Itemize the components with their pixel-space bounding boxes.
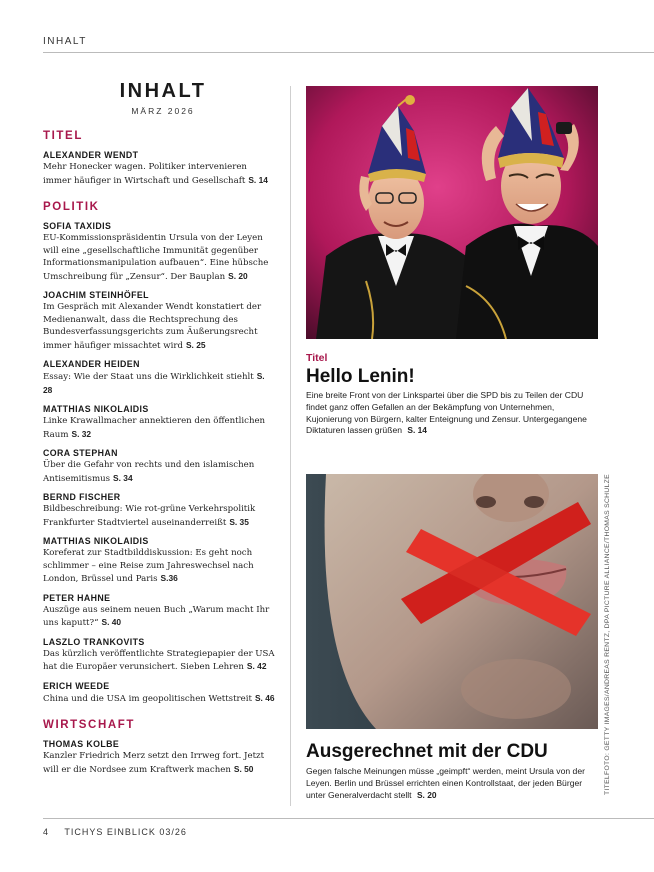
feature-lead-1 [306,390,602,437]
toc-entry-page: S. 28 [43,371,265,395]
toc-entry-text: China und die USA im geopolitischen Wettstreit [43,693,252,704]
toc-entry-author: CORA STEPHAN [43,448,118,458]
toc-entry-author: SOFIA TAXIDIS [43,221,112,231]
footer [43,827,187,837]
toc-entry-page: S. 46 [254,692,275,703]
toc-entry-page: S. 50 [233,763,254,774]
toc-entry-text: Kanzler Friedrich Merz setzt den Irrweg fort. Jetzt will er die Nordsee zum Kraftwerk machen [43,751,265,775]
toc-entry-text: Mehr Honecker wagen. Politiker intervenieren immer häufiger in Wirtschaft und Gesellschaft [43,162,247,186]
toc-entry-author: MATTHIAS NIKOLAIDIS [43,536,149,546]
toc-entry[interactable] [43,220,275,283]
toc-entry-author: LASZLO TRANKOVITS [43,636,145,647]
toc-entry-page: S. 14 [248,174,268,185]
toc-entry-description [43,459,275,485]
toc-entry-author: PETER HAHNE [43,592,111,603]
toc-entry-text: Über die Gefahr von rechts und den islamischen Antisemitismus [43,460,255,484]
photo-credit-text: TITELFOTO: GETTY IMAGES/ANDREAS RENTZ, DPA PICTURE ALLIANCE/THOMAS SCHULZE [604,474,611,795]
toc-entry[interactable] [43,535,275,586]
toc-title: INHALT [119,80,207,102]
toc-entry-page: S. 42 [246,661,267,671]
toc-sections [43,130,275,776]
toc-entry[interactable] [43,149,275,187]
feature-lead-text: Gegen falsche Meinungen müsse „geimpft“ werden, meint Ursula von der Leyen. Berlin und Brüssel errichten einen Kontrollstaat, der jeden Bürger unter Generalverdacht stellt [306,766,585,800]
feature-lead-2 [306,766,602,801]
toc-entry[interactable] [43,680,275,706]
toc-entry-page: S. 20 [228,270,248,281]
toc-section-heading: POLITIK [43,201,100,213]
toc-entry[interactable] [43,403,275,441]
toc-entry[interactable] [43,289,275,352]
toc-entry-author: ALEXANDER WENDT [43,150,139,160]
toc-entry-description [43,750,275,776]
toc-entry-description [43,232,275,283]
issue-date: MÄRZ 2026 [131,106,195,116]
toc-section-heading: TITEL [43,130,83,142]
toc-entry-text: Linke Krawallmacher annektieren den öffentlichen Raum [43,416,266,440]
toc-entry-page: S. 35 [229,516,249,527]
column-divider [290,86,291,806]
toc-entry-text: Bildbeschreibung: Wie rot-grüne Verkehrspolitik Frankfurter Stadtviertel auseinanderreißt [43,504,256,528]
toc-entry-description [43,692,275,706]
toc-entry-description [43,648,275,674]
toc-entry-text: Essay: Wie der Staat uns die Wirklichkeit stiehlt [43,372,254,382]
table-of-contents [43,80,275,782]
magazine-name: TICHYS EINBLICK [64,827,156,837]
toc-entry-text: Im Gespräch mit Alexander Wendt konstatiert der Medienanwalt, dass die Rechtsprechung des Bundesverfassungsgerichts zum Äußerungsrecht immer häufiger missachtet wird [43,302,262,351]
title-photo-two-men-carnival-hats [306,86,598,339]
footer-rule [43,818,654,819]
toc-entry[interactable] [43,447,275,485]
feature-headline-hello-lenin: Hello Lenin! [306,366,415,387]
toc-entry-page: S. 25 [185,339,206,350]
toc-entry-page: S. 34 [113,472,133,483]
feature-headline-cdu: Ausgerechnet mit der CDU [306,741,548,762]
toc-entry-author: ERICH WEEDE [43,680,110,691]
toc-entry-text: Auszüge aus seinem neuen Buch „Warum macht Ihr uns kaputt?“ [43,604,270,628]
toc-entry-description [43,547,275,586]
toc-entry-description [43,415,275,441]
toc-entry-author: JOACHIM STEINHÖFEL [43,290,149,300]
running-header: INHALT [43,36,87,47]
toc-entry-author: THOMAS KOLBE [43,739,120,749]
feature-kicker: Titel [306,352,328,364]
toc-entry[interactable] [43,358,275,397]
toc-entry-description [43,604,275,630]
toc-entry[interactable] [43,592,275,630]
toc-entry[interactable] [43,738,275,776]
toc-entry-page: S. 32 [71,428,92,439]
feature-page-ref: S. 14 [407,425,427,436]
toc-entry-description [43,301,275,352]
toc-entry-text: Das kürzlich veröffentlichte Strategiepapier der USA hat die Europäer verunsichert. Sieben Lehren [43,648,275,672]
toc-entry-author: ALEXANDER HEIDEN [43,359,140,369]
photo-mouth-taped-x [306,474,598,729]
issue-number: 03/26 [159,827,187,837]
toc-entry[interactable] [43,636,275,674]
toc-entry-author: MATTHIAS NIKOLAIDIS [43,404,149,414]
feature-lead-text: Eine breite Front von der Linkspartei über die SPD bis zu Teilen der CDU findet ganz offen Gefallen an der Bekämpfung von Unternehmen, Kujonierung von Bürgern, kalter Enteignung und Zensur. Untergegangene Diktaturen lassen grüßen [306,390,587,436]
toc-entry-text: EU-Kommissionspräsidentin Ursula von der Leyen will eine „gesellschaftliche Immunität gegenüber Informationsmanipulation aufbauen“. Eine hübsche Umschreibung für „Zensur“. Der Bauplan [43,233,269,282]
toc-entry-page: S.36 [160,573,178,583]
toc-entry-description [43,161,275,187]
feature-page-ref: S. 20 [416,789,437,800]
toc-entry-description [43,370,275,397]
page-number: 4 [43,827,50,837]
toc-entry-author: BERND FISCHER [43,492,121,502]
header-rule [43,52,654,53]
toc-entry-text: Koreferat zur Stadtbilddiskussion: Es geht noch schlimmer – eine Reise zum Jahreswechsel nach London, Brüssel und Paris [43,548,254,584]
toc-section-heading: WIRTSCHAFT [43,719,136,731]
photo-credit [604,472,618,802]
toc-entry-description [43,503,275,529]
toc-entry-page: S. 40 [101,617,122,627]
toc-entry[interactable] [43,491,275,529]
